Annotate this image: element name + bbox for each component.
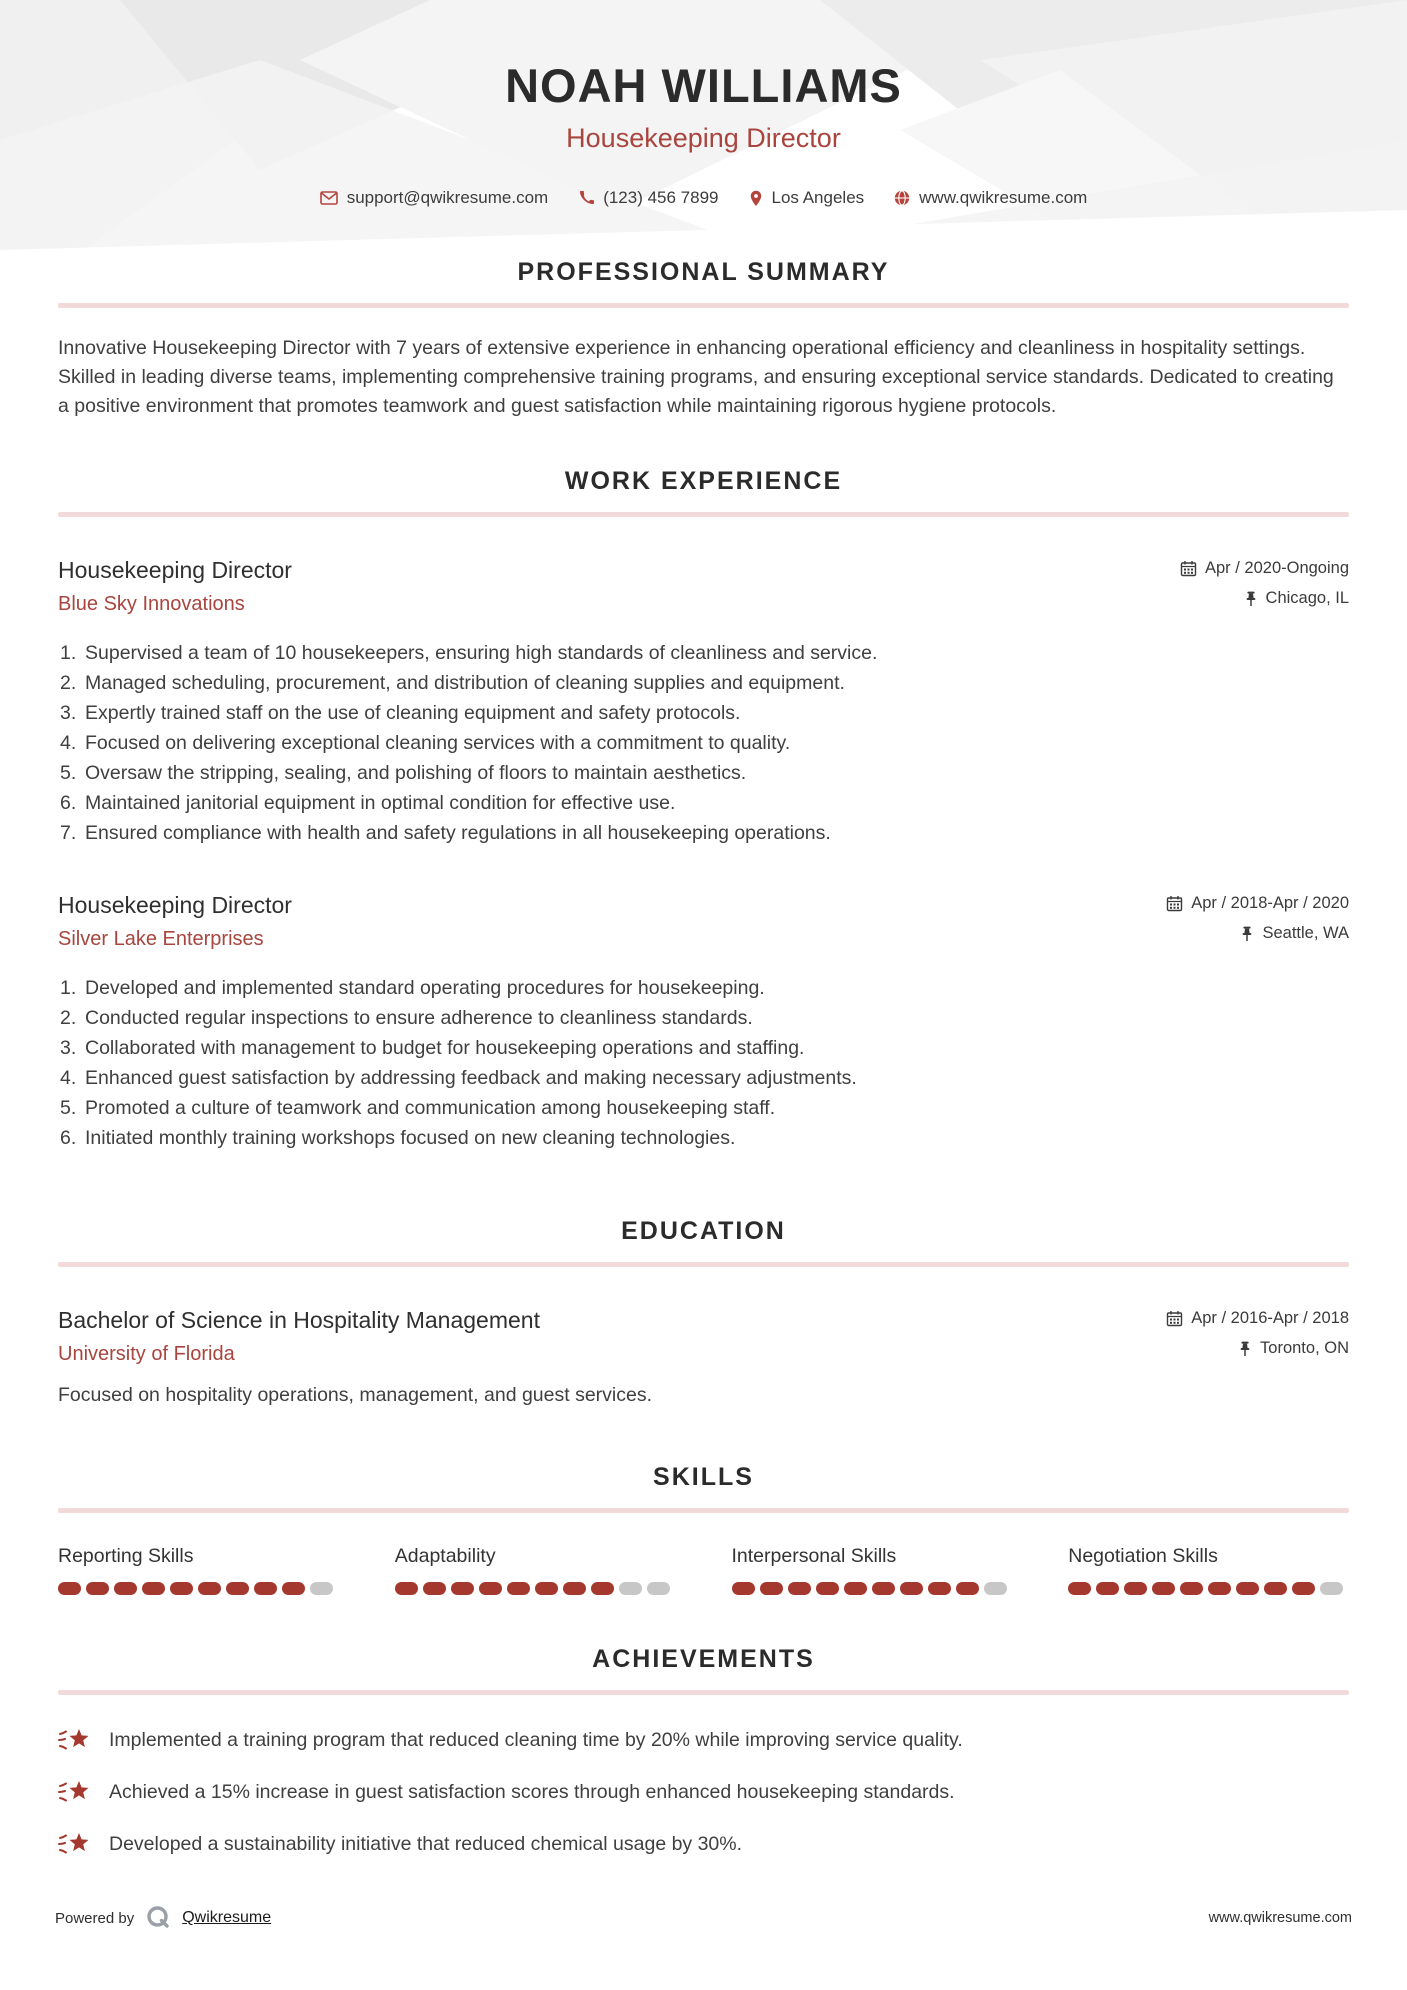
job-title: Housekeeping Director [58, 557, 292, 583]
skill-segment [479, 1582, 502, 1595]
skill-segment [282, 1582, 305, 1595]
work-section-title: WORK EXPERIENCE [564, 467, 843, 495]
achievement-item [58, 1831, 1349, 1857]
shooting-star-icon [58, 1727, 92, 1753]
skill-segment [760, 1582, 783, 1595]
work-experience-section [58, 467, 1349, 1153]
skill-item [58, 1545, 339, 1595]
skill-segment [872, 1582, 895, 1595]
skill-name: Negotiation Skills [1068, 1545, 1218, 1567]
skill-segment [1096, 1582, 1119, 1595]
job-location-text: Chicago, IL [1265, 589, 1349, 607]
skill-segment [563, 1582, 586, 1595]
map-pin-icon [749, 190, 763, 207]
section-divider [58, 1262, 1349, 1267]
skill-segment [395, 1582, 418, 1595]
achievements-section-title: ACHIEVEMENTS [592, 1645, 815, 1673]
skill-segment [647, 1582, 670, 1595]
summary-section [58, 258, 1349, 421]
section-divider [58, 512, 1349, 517]
job-bullet-list [58, 973, 1349, 1153]
education-description: Focused on hospitality operations, management, and guest services. [58, 1384, 653, 1406]
achievement-item [58, 1727, 1349, 1753]
skill-segment [1320, 1582, 1343, 1595]
job-bullet-list [58, 638, 1349, 848]
resume-body [58, 258, 1349, 1857]
skill-segment [928, 1582, 951, 1595]
skill-name: Interpersonal Skills [731, 1545, 897, 1567]
job-bullet: Collaborated with management to budget for housekeeping operations and staffing. [85, 1037, 805, 1059]
powered-by-label: Powered by [55, 1909, 135, 1927]
contact-email-text: support@qwikresume.com [346, 188, 549, 207]
contact-email[interactable] [320, 188, 549, 208]
phone-icon [578, 190, 594, 206]
pushpin-icon [1240, 926, 1254, 942]
skill-level-bar [58, 1582, 339, 1595]
contact-row [0, 188, 1407, 208]
education-dates [1166, 1309, 1349, 1328]
skill-segment [310, 1582, 333, 1595]
job-dates-text: Apr / 2018-Apr / 2020 [1191, 894, 1349, 912]
job-bullet: Focused on delivering exceptional cleaning services with a commitment to quality. [85, 732, 791, 754]
skill-segment [535, 1582, 558, 1595]
skill-level-bar [395, 1582, 676, 1595]
footer-website: www.qwikresume.com [1208, 1910, 1352, 1926]
candidate-job-title: Housekeeping Director [566, 123, 841, 153]
job-location [1180, 589, 1349, 608]
education-section [58, 1217, 1349, 1407]
education-header [58, 1307, 1349, 1366]
education-dates-text: Apr / 2016-Apr / 2018 [1191, 1309, 1349, 1327]
shooting-star-icon [58, 1831, 92, 1857]
education-location-text: Toronto, ON [1260, 1339, 1349, 1357]
skill-segment [1068, 1582, 1091, 1595]
skill-segment [591, 1582, 614, 1595]
job-entry [58, 557, 1349, 848]
skill-segment [114, 1582, 137, 1595]
section-divider [58, 1508, 1349, 1513]
skill-segment [142, 1582, 165, 1595]
candidate-name: NOAH WILLIAMS [505, 59, 902, 112]
skill-segment [58, 1582, 81, 1595]
job-bullet: Maintained janitorial equipment in optimal condition for effective use. [85, 792, 676, 814]
achievement-text: Implemented a training program that reduced cleaning time by 20% while improving service quality. [109, 1728, 963, 1751]
skill-segment [170, 1582, 193, 1595]
contact-location[interactable] [749, 188, 865, 208]
page-footer [55, 1904, 1352, 1932]
skill-segment [984, 1582, 1007, 1595]
contact-phone-text: (123) 456 7899 [603, 188, 719, 207]
job-location-text: Seattle, WA [1262, 924, 1349, 942]
skill-segment [1292, 1582, 1315, 1595]
job-bullet: Enhanced guest satisfaction by addressing feedback and making necessary adjustments. [85, 1067, 857, 1089]
achievements-list [58, 1727, 1349, 1857]
calendar-icon [1180, 560, 1197, 577]
skill-segment [619, 1582, 642, 1595]
qwikresume-link[interactable]: Qwikresume [182, 1909, 272, 1926]
job-header [58, 892, 1349, 951]
qwikresume-q-logo [144, 1904, 172, 1932]
globe-icon [894, 190, 910, 206]
skill-segment [816, 1582, 839, 1595]
skill-segment [423, 1582, 446, 1595]
contact-website[interactable] [894, 188, 1087, 208]
pushpin-icon [1238, 1341, 1252, 1357]
contact-location-text: Los Angeles [771, 188, 865, 207]
job-bullet: Conducted regular inspections to ensure adherence to cleanliness standards. [85, 1007, 753, 1029]
skill-segment [1236, 1582, 1259, 1595]
skill-segment [226, 1582, 249, 1595]
education-degree: Bachelor of Science in Hospitality Management [58, 1307, 540, 1333]
resume-header [0, 0, 1407, 208]
job-bullet: Expertly trained staff on the use of cleaning equipment and safety protocols. [85, 702, 741, 724]
skill-segment [1152, 1582, 1175, 1595]
job-bullet: Promoted a culture of teamwork and communication among housekeeping staff. [85, 1097, 776, 1119]
job-bullet: Ensured compliance with health and safety regulations in all housekeeping operations. [85, 822, 831, 844]
job-bullet: Oversaw the stripping, sealing, and polishing of floors to maintain aesthetics. [85, 762, 747, 784]
skill-segment [788, 1582, 811, 1595]
achievements-section [58, 1645, 1349, 1857]
job-header [58, 557, 1349, 616]
skill-segment [1180, 1582, 1203, 1595]
job-dates-text: Apr / 2020-Ongoing [1204, 559, 1349, 577]
achievement-text: Developed a sustainability initiative that reduced chemical usage by 30%. [109, 1832, 743, 1855]
education-school: University of Florida [58, 1343, 235, 1365]
envelope-icon [320, 191, 338, 205]
skill-segment [198, 1582, 221, 1595]
shooting-star-icon [58, 1779, 92, 1805]
contact-website-text: www.qwikresume.com [919, 188, 1088, 207]
pushpin-icon [1244, 591, 1258, 607]
skills-section-title: SKILLS [653, 1463, 754, 1491]
skill-segment [732, 1582, 755, 1595]
skill-level-bar [1068, 1582, 1349, 1595]
skill-segment [900, 1582, 923, 1595]
calendar-icon [1166, 1310, 1183, 1327]
job-bullet: Supervised a team of 10 housekeepers, ensuring high standards of cleanliness and service. [85, 642, 878, 664]
skill-segment [1264, 1582, 1287, 1595]
skill-name: Adaptability [394, 1545, 496, 1567]
achievement-item [58, 1779, 1349, 1805]
skill-segment [507, 1582, 530, 1595]
section-divider [58, 303, 1349, 308]
job-title: Housekeeping Director [58, 892, 292, 918]
skill-segment [254, 1582, 277, 1595]
summary-section-title: PROFESSIONAL SUMMARY [517, 258, 890, 286]
job-company: Blue Sky Innovations [58, 593, 245, 615]
skill-item [395, 1545, 676, 1595]
summary-text: Innovative Housekeeping Director with 7 years of extensive experience in enhancing operational efficiency and cleanliness in hospitality settings. Skilled in leading diverse teams, implementing comprehensive training programs, and ensuring exceptional service standards. Dedicated to creating a positive environment that promotes teamwork and guest satisfaction while maintaining rigorous hygiene protocols. [58, 337, 1334, 417]
skill-segment [86, 1582, 109, 1595]
education-location [1166, 1339, 1349, 1358]
skill-segment [844, 1582, 867, 1595]
skill-item [1068, 1545, 1349, 1595]
job-bullet: Initiated monthly training workshops focused on new cleaning technologies. [85, 1127, 736, 1149]
section-divider [58, 1690, 1349, 1695]
skills-grid [58, 1545, 1349, 1595]
skill-segment [451, 1582, 474, 1595]
job-company: Silver Lake Enterprises [58, 928, 264, 950]
education-entry [58, 1307, 1349, 1407]
job-dates [1166, 894, 1349, 913]
education-section-title: EDUCATION [621, 1217, 786, 1245]
skill-item [732, 1545, 1013, 1595]
calendar-icon [1166, 895, 1183, 912]
job-entry [58, 892, 1349, 1153]
job-location [1166, 924, 1349, 943]
skill-level-bar [732, 1582, 1013, 1595]
skill-name: Reporting Skills [58, 1545, 194, 1567]
achievement-text: Achieved a 15% increase in guest satisfaction scores through enhanced housekeeping standards. [109, 1780, 955, 1803]
job-bullet: Managed scheduling, procurement, and distribution of cleaning supplies and equipment. [85, 672, 845, 694]
job-bullet: Developed and implemented standard operating procedures for housekeeping. [85, 977, 765, 999]
contact-phone[interactable] [578, 188, 718, 208]
job-dates [1180, 559, 1349, 578]
skill-segment [1124, 1582, 1147, 1595]
skill-segment [1208, 1582, 1231, 1595]
skill-segment [956, 1582, 979, 1595]
skills-section [58, 1463, 1349, 1595]
